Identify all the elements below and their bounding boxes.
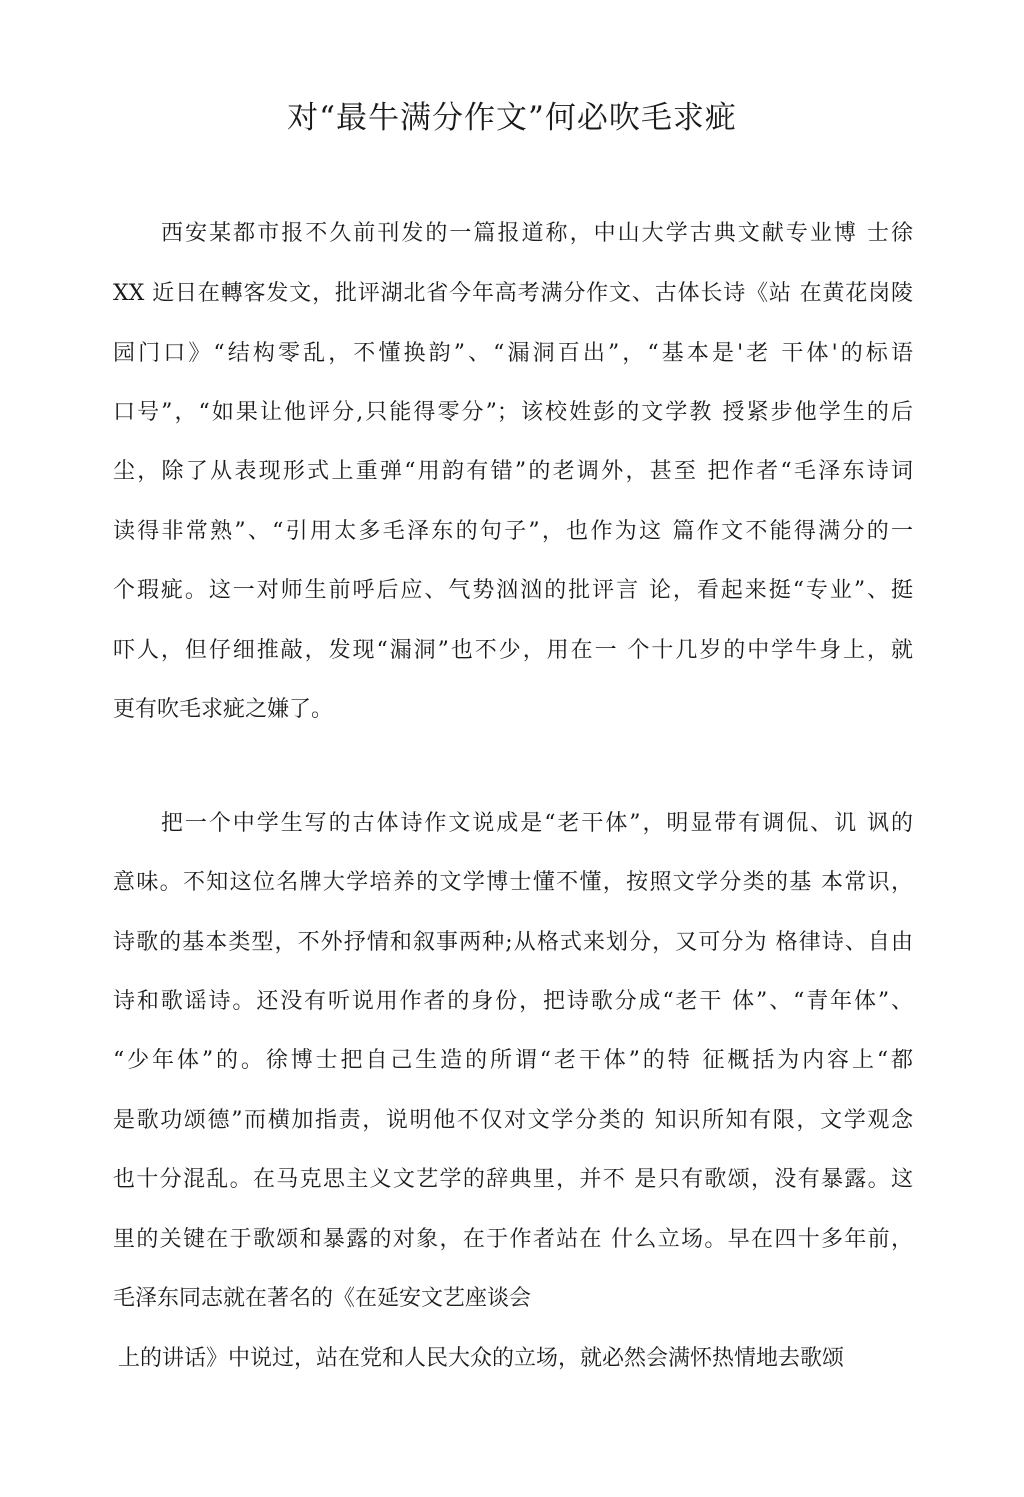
paragraph-1-line-5: 尘，除了从表现形式上重弹“用韵有错”的老调外，甚至 把作者“毛泽东诗词 — [113, 459, 913, 484]
paragraph-3-line-1: 上的讲话》中说过，站在党和人民大众的立场，就必然会满怀热情地去歌颂 — [118, 1346, 845, 1371]
paragraph-2-line-3: 诗歌的基本类型，不外抒情和叙事两种;从格式来划分，又可分为 格律诗、自由 — [113, 930, 913, 955]
paragraph-1-line-7: 个瑕疵。这一对师生前呼后应、气势汹汹的批评言 论，看起来挺“专业”、挺 — [113, 578, 913, 603]
paragraph-1-line-2: XX 近日在轉客发文，批评湖北省今年高考满分作文、古体长诗《站 在黄花岗陵 — [113, 281, 913, 306]
paragraph-2-line-8: 里的关键在于歌颂和暴露的对象，在于作者站在 什么立场。早在四十多年前， — [113, 1227, 913, 1252]
paragraph-1-line-8: 吓人，但仔细推敲，发现“漏洞”也不少，用在一 个十几岁的中学牛身上，就 — [113, 638, 913, 663]
paragraph-2-line-1: 把一个中学生写的古体诗作文说成是“老干体”，明显带有调侃、讥 讽的 — [113, 811, 913, 836]
paragraph-1-line-1: 西安某都市报不久前刊发的一篇报道称，中山大学古典文献专业博 士徐 — [113, 221, 913, 246]
paragraph-1-line-3: 园门口》“结构零乱，不懂换韵”、“漏洞百出”，“基本是'老 干体'的标语 — [113, 341, 913, 366]
paragraph-2-line-4: 诗和歌谣诗。还没有听说用作者的身份，把诗歌分成“老干 体”、“青年体”、 — [113, 989, 913, 1014]
paragraph-2-line-7: 也十分混乱。在马克思主义文艺学的辞典里，并不 是只有歌颂，没有暴露。这 — [113, 1167, 913, 1192]
paragraph-2-line-6: 是歌功颂德”而横加指责，说明他不仅对文学分类的 知识所知有限，文学观念 — [113, 1108, 913, 1133]
paragraph-1-line-9: 更有吹毛求疵之嫌了。 — [113, 697, 334, 722]
paragraph-1-line-4: 口号”，“如果让他评分,只能得零分”；该校姓彭的文学教 授紧步他学生的后 — [113, 400, 913, 425]
paragraph-2-line-2: 意味。不知这位名牌大学培养的文学博士懂不懂，按照文学分类的基 本常识， — [113, 870, 913, 895]
document-title: 对“最牛满分作文”何必吹毛求疵 — [287, 100, 737, 136]
paragraph-2-line-5: “少年体”的。徐博士把自己生造的所谓“老干体”的特 征概括为内容上“都 — [113, 1048, 913, 1073]
paragraph-2-line-9: 毛泽东同志就在著名的《在延安文艺座谈会 — [113, 1286, 532, 1311]
paragraph-1-line-6: 读得非常熟”、“引用太多毛泽东的句子”，也作为这 篇作文不能得满分的一 — [113, 519, 913, 544]
